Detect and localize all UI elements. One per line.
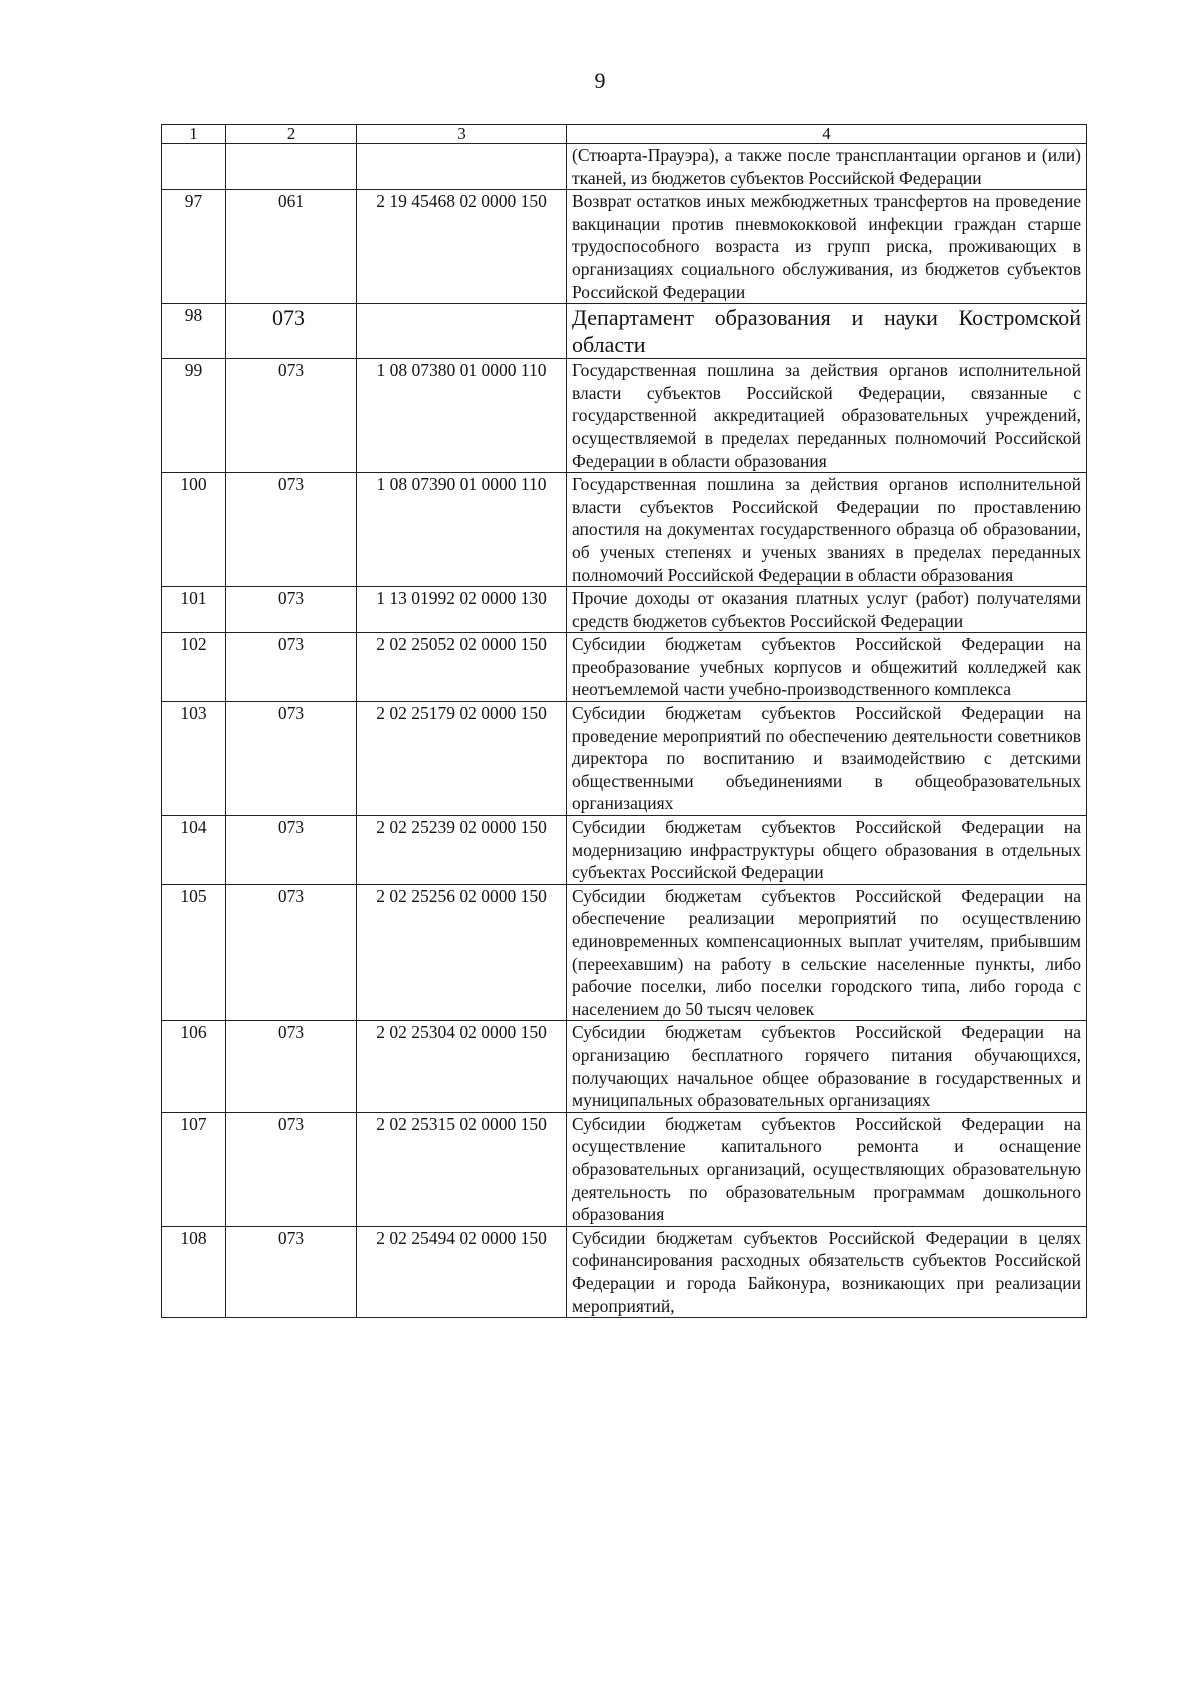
revenue-codes-table bbox=[161, 124, 1087, 1318]
admin-code: 073 bbox=[226, 702, 357, 816]
row-number: 103 bbox=[162, 702, 226, 816]
admin-code: 073 bbox=[226, 359, 357, 473]
table-row bbox=[162, 144, 1087, 190]
admin-code: 073 bbox=[226, 884, 357, 1021]
table-row bbox=[162, 190, 1087, 304]
row-number: 100 bbox=[162, 473, 226, 587]
table-header-row bbox=[162, 125, 1087, 144]
table-row bbox=[162, 816, 1087, 885]
revenue-code: 2 02 25179 02 0000 150 bbox=[357, 702, 567, 816]
table-row bbox=[162, 473, 1087, 587]
admin-code: 073 bbox=[226, 1112, 357, 1226]
admin-code bbox=[226, 144, 357, 190]
revenue-code: 1 08 07380 01 0000 110 bbox=[357, 359, 567, 473]
admin-code: 073 bbox=[226, 633, 357, 702]
column-header-number: 1 bbox=[162, 125, 226, 144]
page-number: 9 bbox=[594, 68, 606, 93]
admin-code: 073 bbox=[226, 304, 357, 359]
revenue-description: Возврат остатков иных межбюджетных трансфертов на проведение вакцинации против пневмококковой инфекции граждан старше трудоспособного возраста из групп риска, проживающих в организациях социального обслуживания, из бюджетов субъектов Российской Федерации bbox=[567, 190, 1087, 304]
admin-code: 061 bbox=[226, 190, 357, 304]
revenue-code: 2 02 25304 02 0000 150 bbox=[357, 1021, 567, 1112]
table-row bbox=[162, 304, 1087, 359]
revenue-code: 1 08 07390 01 0000 110 bbox=[357, 473, 567, 587]
row-number bbox=[162, 144, 226, 190]
table-row bbox=[162, 633, 1087, 702]
row-number: 108 bbox=[162, 1226, 226, 1317]
admin-code: 073 bbox=[226, 816, 357, 885]
row-number: 106 bbox=[162, 1021, 226, 1112]
revenue-code bbox=[357, 304, 567, 359]
row-number: 102 bbox=[162, 633, 226, 702]
column-header-description: 4 bbox=[567, 125, 1087, 144]
row-number: 98 bbox=[162, 304, 226, 359]
revenue-description: Субсидии бюджетам субъектов Российской Федерации на модернизацию инфраструктуры общего образования в отдельных субъектах Российской Федерации bbox=[567, 816, 1087, 885]
table-row bbox=[162, 884, 1087, 1021]
table-row bbox=[162, 1112, 1087, 1226]
revenue-description: Субсидии бюджетам субъектов Российской Федерации на обеспечение реализации мероприятий по осуществлению единовременных компенсационных выплат учителям, прибывшим (переехавшим) на работу в сельские населенные пункты, либо рабочие поселки, либо поселки городского типа, либо города с населением до 50 тысяч человек bbox=[567, 884, 1087, 1021]
row-number: 99 bbox=[162, 359, 226, 473]
revenue-description: Субсидии бюджетам субъектов Российской Федерации на преобразование учебных корпусов и общежитий колледжей как неотъемлемой части учебно-производственного комплекса bbox=[567, 633, 1087, 702]
revenue-code: 2 02 25494 02 0000 150 bbox=[357, 1226, 567, 1317]
revenue-code: 2 02 25239 02 0000 150 bbox=[357, 816, 567, 885]
admin-code: 073 bbox=[226, 1226, 357, 1317]
column-header-admin-code: 2 bbox=[226, 125, 357, 144]
row-number: 105 bbox=[162, 884, 226, 1021]
revenue-code: 2 02 25052 02 0000 150 bbox=[357, 633, 567, 702]
admin-code: 073 bbox=[226, 1021, 357, 1112]
table-row bbox=[162, 1021, 1087, 1112]
revenue-description: Субсидии бюджетам субъектов Российской Федерации на проведение мероприятий по обеспечению деятельности советников директора по воспитанию и взаимодействию с детскими общественными объединениями в общеобразовательных организациях bbox=[567, 702, 1087, 816]
row-number: 101 bbox=[162, 587, 226, 633]
row-number: 104 bbox=[162, 816, 226, 885]
revenue-description: (Стюарта-Прауэра), а также после трансплантации органов и (или) тканей, из бюджетов субъектов Российской Федерации bbox=[567, 144, 1087, 190]
revenue-description: Субсидии бюджетам субъектов Российской Федерации в целях софинансирования расходных обязательств субъектов Российской Федерации и города Байконура, возникающих при реализации мероприятий, bbox=[567, 1226, 1087, 1317]
revenue-code: 2 02 25256 02 0000 150 bbox=[357, 884, 567, 1021]
revenue-description: Государственная пошлина за действия органов исполнительной власти субъектов Российской Федерации по проставлению апостиля на документах государственного образца об образовании, об ученых степенях и ученых званиях в пределах переданных полномочий Российской Федерации в области образования bbox=[567, 473, 1087, 587]
revenue-code bbox=[357, 144, 567, 190]
revenue-description: Департамент образования и науки Костромской области bbox=[567, 304, 1087, 359]
table-row bbox=[162, 702, 1087, 816]
revenue-code: 2 19 45468 02 0000 150 bbox=[357, 190, 567, 304]
revenue-description: Субсидии бюджетам субъектов Российской Федерации на организацию бесплатного горячего питания обучающихся, получающих начальное общее образование в государственных и муниципальных образовательных организациях bbox=[567, 1021, 1087, 1112]
admin-code: 073 bbox=[226, 587, 357, 633]
admin-code: 073 bbox=[226, 473, 357, 587]
row-number: 107 bbox=[162, 1112, 226, 1226]
column-header-revenue-code: 3 bbox=[357, 125, 567, 144]
revenue-description: Субсидии бюджетам субъектов Российской Федерации на осуществление капитального ремонта и оснащение образовательных организаций, осуществляющих образовательную деятельность по образовательным программам дошкольного образования bbox=[567, 1112, 1087, 1226]
table-row bbox=[162, 587, 1087, 633]
table-row bbox=[162, 359, 1087, 473]
revenue-description: Прочие доходы от оказания платных услуг (работ) получателями средств бюджетов субъектов Российской Федерации bbox=[567, 587, 1087, 633]
revenue-code: 2 02 25315 02 0000 150 bbox=[357, 1112, 567, 1226]
row-number: 97 bbox=[162, 190, 226, 304]
revenue-description: Государственная пошлина за действия органов исполнительной власти субъектов Российской Федерации, связанные с государственной аккредитацией образовательных учреждений, осуществляемой в пределах переданных полномочий Российской Федерации в области образования bbox=[567, 359, 1087, 473]
revenue-code: 1 13 01992 02 0000 130 bbox=[357, 587, 567, 633]
table-row bbox=[162, 1226, 1087, 1317]
